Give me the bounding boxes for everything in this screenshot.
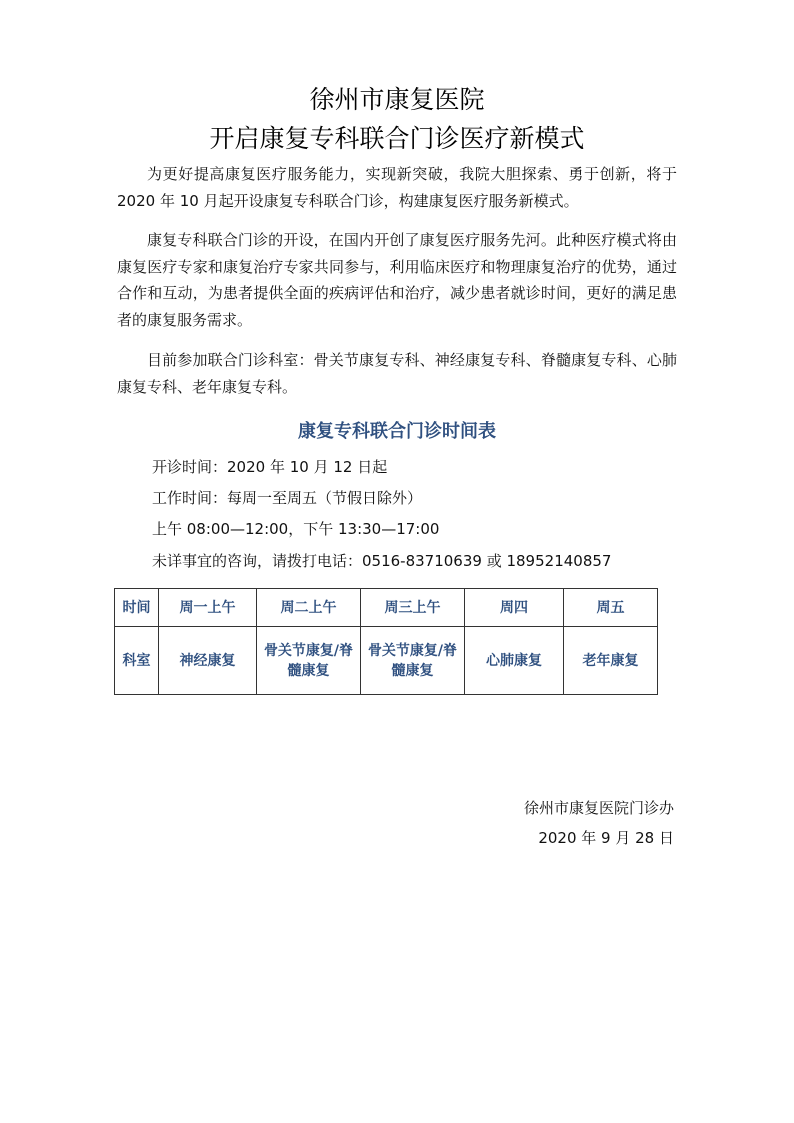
table-cell: 老年康复 (564, 627, 658, 695)
table-header-cell: 周三上午 (361, 589, 465, 627)
schedule-table (114, 588, 658, 695)
intro-paragraph: 为更好提高康复医疗服务能力，实现新突破，我院大胆探索、勇于创新，将于 2020 年 10 月起开设康复专科联合门诊，构建康复医疗服务新模式。 (117, 165, 677, 210)
schedule-title: 康复专科联合门诊时间表 (298, 421, 496, 442)
contact-line: 未详事宜的咨询，请拨打电话：0516-83710639 或 18952140857 (152, 552, 612, 570)
table-header-cell: 周一上午 (159, 589, 257, 627)
workdays-line: 工作时间：每周一至周五（节假日除外） (152, 489, 423, 507)
table-cell: 心肺康复 (465, 627, 564, 695)
table-cell: 骨关节康复/脊髓康复 (257, 627, 361, 695)
table-header-cell: 周四 (465, 589, 564, 627)
departments-paragraph: 目前参加联合门诊科室：骨关节康复专科、神经康复专科、脊髓康复专科、心肺康复专科、老年康复专科。 (117, 351, 677, 396)
table-header-cell: 时间 (115, 589, 159, 627)
signature-org: 徐州市康复医院门诊办 (523, 799, 674, 817)
table-cell: 骨关节康复/脊髓康复 (361, 627, 465, 695)
hospital-title: 徐州市康复医院 (309, 85, 485, 114)
table-header-cell: 周五 (564, 589, 658, 627)
table-cell: 神经康复 (159, 627, 257, 695)
table-header-row (115, 589, 658, 627)
table-cell: 科室 (115, 627, 159, 695)
hours-line: 上午 08:00—12:00，下午 13:30—17:00 (152, 520, 440, 538)
start-date-line: 开诊时间：2020 年 10 月 12 日起 (152, 458, 388, 476)
table-row (115, 627, 658, 695)
table-header-cell: 周二上午 (257, 589, 361, 627)
announcement-title: 开启康复专科联合门诊医疗新模式 (209, 124, 585, 153)
signature-date: 2020 年 9 月 28 日 (538, 829, 674, 847)
description-paragraph: 康复专科联合门诊的开设，在国内开创了康复医疗服务先河。此种医疗模式将由康复医疗专家和康复治疗专家共同参与，利用临床医疗和物理康复治疗的优势，通过合作和互动，为患者提供全面的疾病评估和治疗，减少患者就诊时间，更好的满足患者的康复服务需求。 (117, 231, 677, 329)
